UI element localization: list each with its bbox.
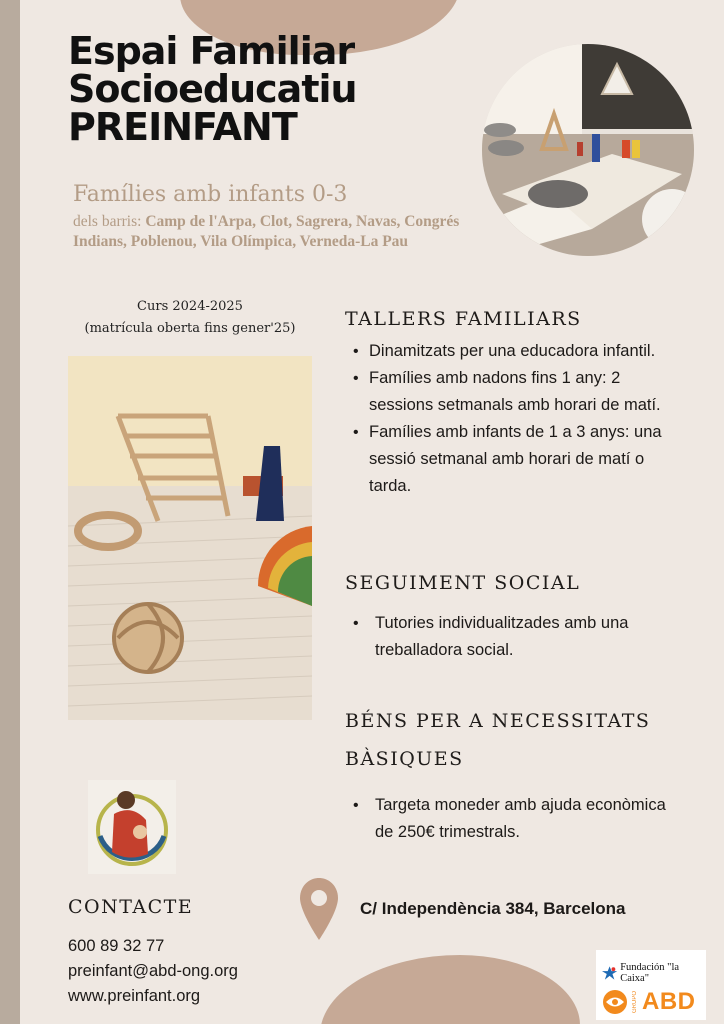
- neighbourhoods-prefix: dels barris:: [73, 213, 146, 230]
- course-year: Curs 2024-2025: [137, 299, 243, 314]
- mother-child-logo: [88, 780, 176, 874]
- neighbourhoods-text: [73, 212, 493, 252]
- section-bens-basiques: [345, 702, 685, 846]
- playroom-illustration: [482, 44, 694, 256]
- section-heading: TALLERS FAMILIARS: [345, 308, 582, 330]
- course-enrolment-note: (matrícula oberta fins gener'25): [84, 321, 296, 336]
- contact-phone[interactable]: 600 89 32 77: [68, 937, 165, 955]
- playroom-photo-circle: [482, 44, 694, 256]
- left-side-strip: [0, 0, 20, 1024]
- toys-photo: [68, 356, 312, 720]
- neighbourhoods-list: Camp de l'Arpa, Clot, Sagrera, Navas, Congrés Indians, Poblenou, Vila Olímpica, Verneda-La Pau: [73, 213, 460, 250]
- contact-heading: CONTACTE: [68, 896, 194, 918]
- bullet-list: [345, 792, 685, 846]
- bullet-list: [345, 610, 685, 664]
- toys-illustration: [68, 356, 312, 720]
- fundacion-la-caixa-logo: [602, 962, 706, 984]
- location-pin-icon: [298, 876, 340, 942]
- abd-circle-icon: [602, 989, 628, 1015]
- fundacion-la-caixa-text: Fundación "la Caixa": [620, 962, 680, 984]
- list-item: • Tutories individualitzades amb una treballadora social.: [345, 610, 685, 664]
- course-info: [70, 296, 310, 340]
- list-item: • Dinamitzats per una educadora infantil.: [345, 338, 685, 365]
- subtitle: Famílies amb infants 0-3: [73, 182, 348, 207]
- abd-logo: [602, 988, 696, 1016]
- contact-details: [68, 934, 238, 1009]
- title-line-2: Socioeducatiu: [68, 67, 357, 111]
- contact-website[interactable]: www.preinfant.org: [68, 987, 201, 1005]
- bullet-list: [345, 338, 685, 500]
- title-line-1: Espai Familiar: [68, 29, 355, 73]
- abd-text: ABD: [642, 988, 696, 1015]
- decorative-blob-bottom: [320, 955, 580, 1024]
- section-seguiment-social: [345, 572, 685, 664]
- grupo-text: GRUPO: [632, 990, 638, 1013]
- mother-child-icon: [88, 780, 176, 874]
- page-title: [68, 29, 488, 149]
- sponsor-logos: [596, 950, 706, 1020]
- contact-email[interactable]: preinfant@abd-ong.org: [68, 962, 238, 980]
- address-text: C/ Independència 384, Barcelona: [360, 899, 626, 918]
- star-icon: [602, 966, 617, 980]
- list-item: • Targeta moneder amb ajuda econòmica de 250€ trimestrals.: [345, 792, 685, 846]
- section-tallers-familiars: [345, 308, 685, 500]
- section-heading: SEGUIMENT SOCIAL: [345, 572, 581, 594]
- list-item: • Famílies amb infants de 1 a 3 anys: una sessió setmanal amb horari de matí o tarda.: [345, 419, 685, 500]
- list-item: • Famílies amb nadons fins 1 any: 2 sessions setmanals amb horari de matí.: [345, 365, 685, 419]
- title-line-3: PREINFANT: [68, 105, 297, 149]
- section-heading: BÉNS PER A NECESSITATS BÀSIQUES: [345, 710, 651, 770]
